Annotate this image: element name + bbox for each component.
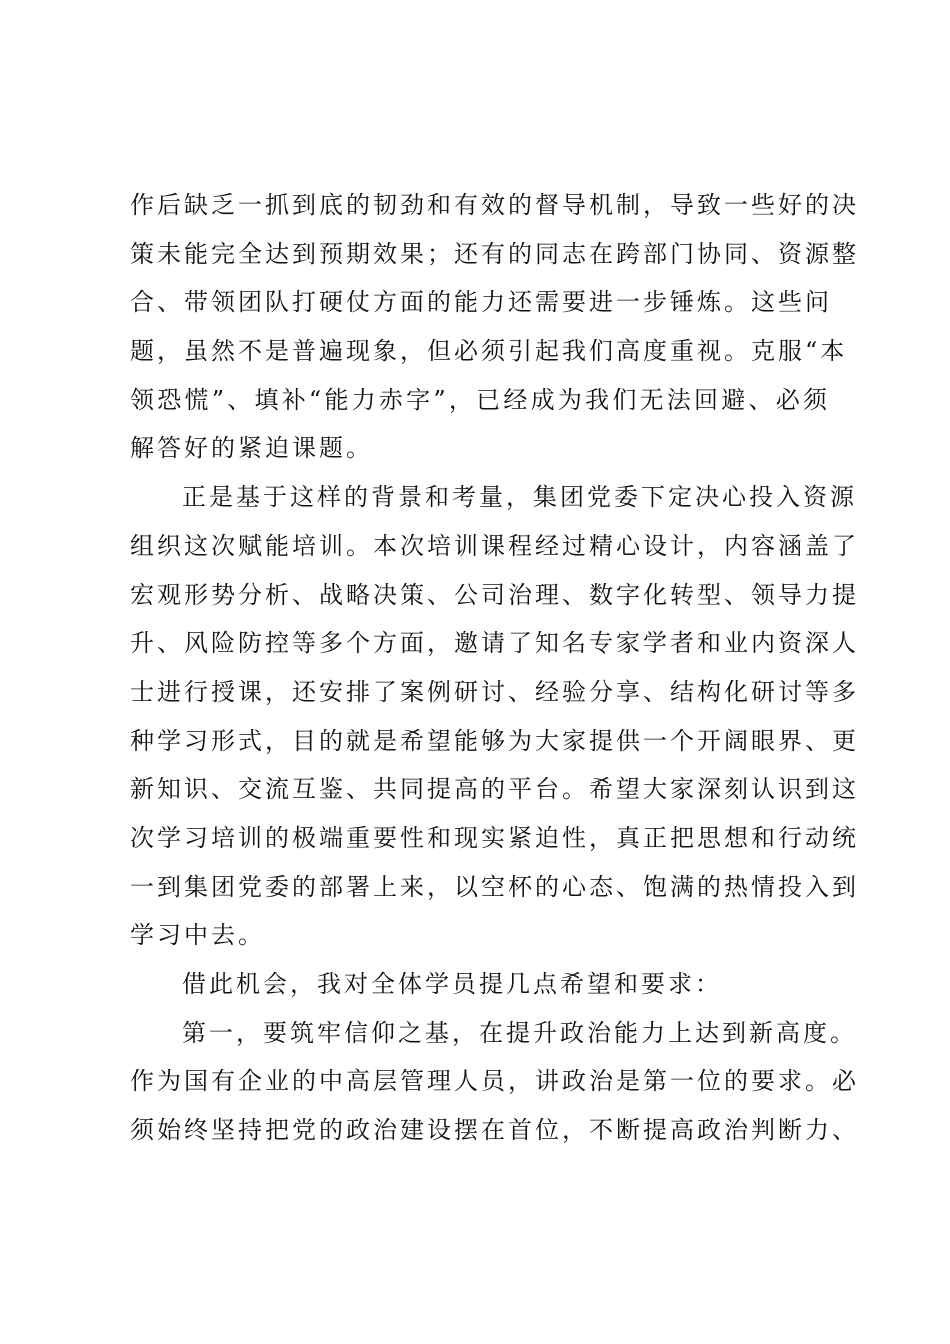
- text-line: 借此机会，我对全体学员提几点希望和要求：: [182, 970, 722, 998]
- text-line: 新知识、交流互鉴、共同提高的平台。希望大家深刻认识到这: [130, 775, 859, 804]
- text-line: 作后缺乏一抓到底的韧劲和有效的督导机制，导致一些好的决: [130, 191, 859, 219]
- text-line: 士进行授课，还安排了案例研讨、经验分享、结构化研讨等多: [130, 677, 859, 706]
- text-line: 宏观形势分析、战略决策、公司治理、数字化转型、领导力提: [130, 580, 859, 609]
- text-line: 次学习培训的极端重要性和现实紧迫性，真正把思想和行动统: [130, 823, 859, 852]
- text-line: 领恐慌”、填补“能力赤字”，已经成为我们无法回避、必须: [130, 385, 830, 414]
- text-line: 解答好的紧迫课题。: [130, 434, 373, 463]
- text-line: 正是基于这样的背景和考量，集团党委下定决心投入资源: [182, 483, 857, 512]
- text-line: 升、风险防控等多个方面，邀请了知名专家学者和业内资深人: [130, 629, 859, 658]
- text-line: 作为国有企业的中高层管理人员，讲政治是第一位的要求。必: [130, 1067, 859, 1096]
- text-line: 组织这次赋能培训。本次培训课程经过精心设计，内容涵盖了: [130, 531, 859, 560]
- text-line: 一到集团党委的部署上来，以空杯的心态、饱满的热情投入到: [130, 872, 859, 901]
- text-line: 种学习形式，目的就是希望能够为大家提供一个开阔眼界、更: [130, 726, 859, 755]
- text-line: 合、带领团队打硬仗方面的能力还需要进一步锤炼。这些问: [130, 288, 832, 317]
- text-line: 题，虽然不是普遍现象，但必须引起我们高度重视。克服“本: [130, 337, 848, 366]
- text-line: 须始终坚持把党的政治建设摆在首位，不断提高政治判断力、: [130, 1116, 859, 1145]
- text-line: 学习中去。: [130, 921, 265, 950]
- text-line: 第一，要筑牢信仰之基，在提升政治能力上达到新高度。: [182, 1018, 857, 1047]
- text-line: 策未能完全达到预期效果；还有的同志在跨部门协同、资源整: [130, 239, 859, 268]
- body-text: [130, 181, 859, 1155]
